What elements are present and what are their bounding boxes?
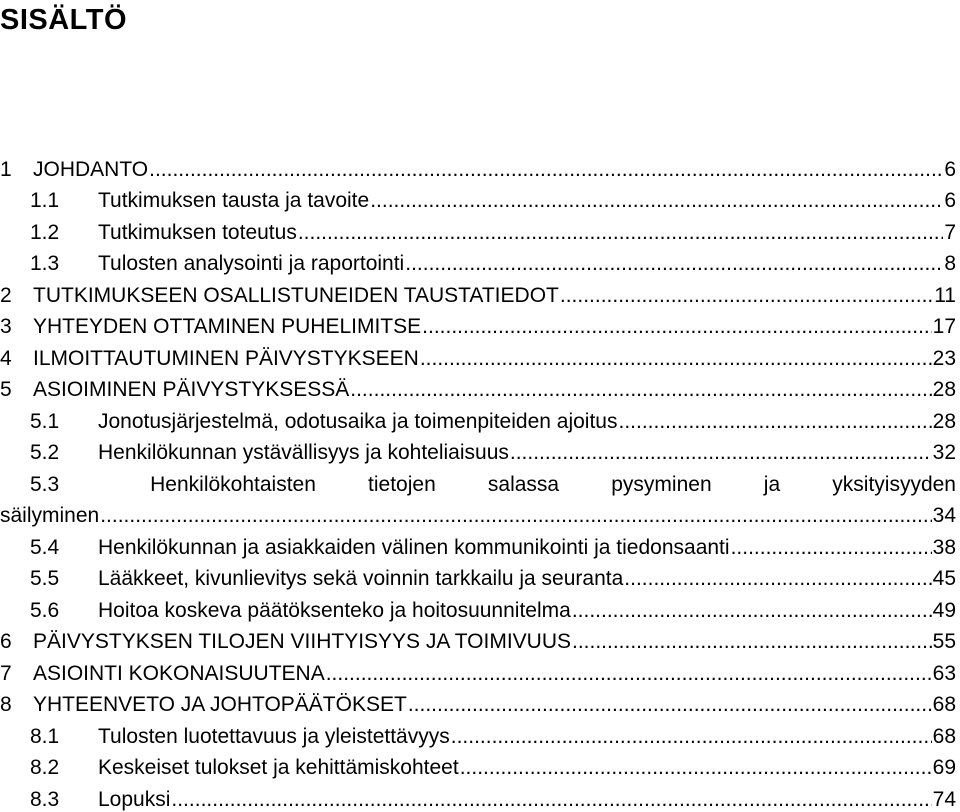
toc-entry-page: 32 xyxy=(932,441,956,464)
toc-entry-page: 6 xyxy=(944,189,956,212)
toc-entry[interactable] xyxy=(0,654,956,686)
toc-entry[interactable] xyxy=(0,434,956,466)
toc-entry-label: ASIOINTI KOKONAISUUTENA xyxy=(33,661,325,685)
toc-entry[interactable] xyxy=(0,182,956,214)
toc-entry-number: 7 xyxy=(0,661,12,685)
toc-leader-dots xyxy=(422,315,931,339)
toc-entry[interactable] xyxy=(0,276,956,308)
toc-entry[interactable] xyxy=(0,780,956,812)
toc-entry[interactable] xyxy=(0,308,956,340)
toc-entry-line[interactable] xyxy=(0,465,956,497)
toc-leader-dots xyxy=(408,693,932,717)
toc-entry-label: ILMOITTAUTUMINEN PÄIVYSTYKSEEN xyxy=(33,346,419,370)
toc-entry-label: Jonotusjärjestelmä, odotusaika ja toimenpiteiden ajoitus xyxy=(98,409,618,433)
toc-leader-dots xyxy=(731,536,932,560)
toc-entry-label: TUTKIMUKSEEN OSALLISTUNEIDEN TAUSTATIEDOT xyxy=(33,283,559,307)
toc-entry-label: Lääkkeet, kivunlievitys sekä voinnin tarkkailu ja seuranta xyxy=(98,567,624,590)
toc-leader-dots xyxy=(510,441,932,465)
toc-entry-label: Henkilökunnan ja asiakkaiden välinen kommunikointi ja tiedonsaanti xyxy=(98,535,730,559)
toc-entry-number: 5.4 xyxy=(30,535,60,559)
toc-entry[interactable] xyxy=(0,749,956,781)
toc-leader-dots xyxy=(618,410,931,434)
toc-entry-page: 7 xyxy=(944,220,956,244)
toc-leader-dots xyxy=(420,347,932,371)
toc-entry-label: Henkilökunnan ystävällisyys ja kohteliaisuus xyxy=(98,441,509,464)
toc-entry-number: 5.3 xyxy=(30,472,60,496)
toc-leader-dots xyxy=(100,504,931,528)
toc-entry-page: 49 xyxy=(932,598,956,622)
toc-entry-number: 5.1 xyxy=(30,409,60,433)
toc-entry-label: Lopuksi xyxy=(98,787,171,811)
toc-entry-page: 63 xyxy=(932,661,956,685)
toc-entry-number: 4 xyxy=(0,346,12,370)
toc-entry[interactable] xyxy=(0,560,956,592)
toc-entry[interactable] xyxy=(0,245,956,277)
toc-entry-page: 28 xyxy=(932,378,956,401)
toc-leader-dots xyxy=(298,221,943,245)
toc-entry[interactable] xyxy=(0,717,956,749)
toc-entry-number: 5.2 xyxy=(30,441,60,464)
toc-leader-dots xyxy=(171,788,931,812)
toc-entry-continuation[interactable] xyxy=(0,497,956,529)
toc-entry-label: YHTEENVETO JA JOHTOPÄÄTÖKSET xyxy=(33,693,407,716)
page-title: SISÄLTÖ xyxy=(0,4,128,36)
toc-entry[interactable] xyxy=(0,402,956,434)
toc-entry-page: 28 xyxy=(932,409,956,433)
toc-entry-label: Tutkimuksen toteutus xyxy=(98,220,297,244)
toc-leader-dots xyxy=(149,158,943,182)
toc-leader-dots xyxy=(560,284,933,308)
toc-entry-word: yksityisyyden xyxy=(832,472,956,496)
toc-entry[interactable] xyxy=(0,591,956,623)
toc-entry-number: 1.2 xyxy=(30,220,60,244)
toc-entry-word: pysyminen xyxy=(611,472,712,496)
toc-entry-number: 1.1 xyxy=(30,189,60,212)
toc-entry-number: 1.3 xyxy=(30,252,60,275)
toc-leader-dots xyxy=(460,756,932,780)
toc-leader-dots xyxy=(405,252,943,276)
toc-entry-word: salassa xyxy=(487,472,560,496)
toc-entry-word: tietojen xyxy=(368,472,436,496)
toc-entry-page: 55 xyxy=(932,630,956,653)
toc-entry[interactable] xyxy=(0,339,956,371)
toc-entry-label: säilyminen xyxy=(0,504,100,527)
toc-entry-page: 69 xyxy=(932,756,956,779)
toc-entry-label: ASIOIMINEN PÄIVYSTYKSESSÄ xyxy=(33,378,350,401)
toc-entry-word: Henkilökohtaisten xyxy=(150,472,316,496)
toc-leader-dots xyxy=(350,378,931,402)
toc-entry-page: 68 xyxy=(932,724,956,748)
toc-entry-page: 11 xyxy=(934,283,956,307)
toc-leader-dots xyxy=(326,662,932,686)
toc-entry-number: 5.5 xyxy=(30,567,60,590)
toc-entry[interactable] xyxy=(0,623,956,655)
toc-entry-number: 3 xyxy=(0,315,12,338)
toc-entry-word: ja xyxy=(763,472,781,496)
toc-entry-number: 8 xyxy=(0,693,12,716)
toc-entry-number: 8.3 xyxy=(30,787,60,811)
toc-leader-dots xyxy=(572,599,932,623)
toc-entry-number: 8.2 xyxy=(30,756,60,779)
toc-entry-label: YHTEYDEN OTTAMINEN PUHELIMITSE xyxy=(33,315,422,338)
toc-entry[interactable] xyxy=(0,150,956,182)
toc-entry-label: Tutkimuksen tausta ja tavoite xyxy=(98,189,370,212)
toc-entry-number: 8.1 xyxy=(30,724,60,748)
toc-entry-label: Tulosten luotettavuus ja yleistettävyys xyxy=(98,724,450,748)
toc-leader-dots xyxy=(370,189,943,213)
toc-entry-number: 6 xyxy=(0,630,12,653)
toc-leader-dots xyxy=(451,725,932,749)
toc-leader-dots xyxy=(572,630,932,654)
toc-entry-number: 5 xyxy=(0,378,12,401)
toc-entry[interactable] xyxy=(0,686,956,718)
toc-entry-number: 1 xyxy=(0,157,12,181)
toc-leader-dots xyxy=(624,567,931,591)
toc-entry[interactable] xyxy=(0,371,956,403)
toc-entry-number: 5.6 xyxy=(30,598,60,622)
toc-entry-page: 74 xyxy=(932,787,956,811)
toc-entry-label: PÄIVYSTYKSEN TILOJEN VIIHTYISYYS JA TOIMIVUUS xyxy=(33,630,571,653)
toc-entry-label: JOHDANTO xyxy=(33,157,149,181)
table-of-contents xyxy=(0,150,956,812)
toc-entry-page: 17 xyxy=(932,315,956,338)
toc-entry-label: Hoitoa koskeva päätöksenteko ja hoitosuunnitelma xyxy=(98,598,571,622)
toc-entry-page: 6 xyxy=(944,157,956,181)
toc-entry-label: Tulosten analysointi ja raportointi xyxy=(98,252,405,275)
toc-entry-page: 23 xyxy=(932,346,956,370)
toc-entry-number: 2 xyxy=(0,283,12,307)
toc-entry[interactable] xyxy=(0,528,956,560)
toc-entry-page: 34 xyxy=(932,504,956,527)
toc-entry-page: 68 xyxy=(932,693,956,716)
toc-entry-label: Keskeiset tulokset ja kehittämiskohteet xyxy=(98,756,459,779)
toc-entry-page: 45 xyxy=(932,567,956,590)
toc-entry-page: 38 xyxy=(932,535,956,559)
toc-entry-page: 8 xyxy=(944,252,956,275)
toc-entry[interactable] xyxy=(0,213,956,245)
